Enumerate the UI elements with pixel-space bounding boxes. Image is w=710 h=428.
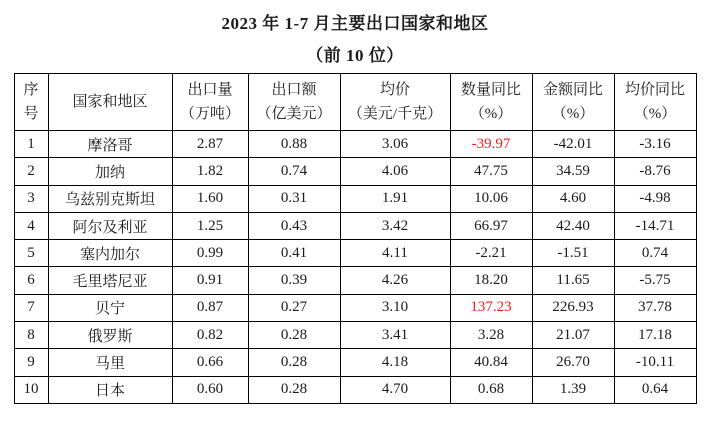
cell-country: 马里 (48, 349, 172, 376)
cell-export-volume: 0.82 (172, 322, 248, 349)
cell-rank: 3 (14, 185, 48, 212)
cell-value-yoy: 26.70 (532, 349, 614, 376)
cell-price-yoy: -8.76 (614, 158, 696, 185)
cell-avg-price: 3.10 (340, 294, 450, 321)
cell-export-volume: 2.87 (172, 131, 248, 158)
table-row (14, 131, 696, 158)
cell-rank: 5 (14, 240, 48, 267)
cell-avg-price: 4.26 (340, 267, 450, 294)
cell-country: 日本 (48, 376, 172, 403)
cell-qty-yoy: 18.20 (450, 267, 532, 294)
cell-rank: 7 (14, 294, 48, 321)
cell-export-value: 0.43 (248, 212, 340, 239)
cell-export-value: 0.41 (248, 240, 340, 267)
table-row (14, 376, 696, 403)
cell-value-yoy: 21.07 (532, 322, 614, 349)
col-header-qty-yoy: 数量同比 （%） (450, 74, 532, 131)
table-row (14, 267, 696, 294)
cell-avg-price: 1.91 (340, 185, 450, 212)
cell-export-value: 0.27 (248, 294, 340, 321)
cell-export-volume: 1.82 (172, 158, 248, 185)
cell-qty-yoy: 137.23 (450, 294, 532, 321)
cell-value-yoy: -42.01 (532, 131, 614, 158)
cell-price-yoy: 0.74 (614, 240, 696, 267)
table-row (14, 158, 696, 185)
cell-export-value: 0.74 (248, 158, 340, 185)
table-row (14, 185, 696, 212)
col-header-export-value: 出口额 （亿美元） (248, 74, 340, 131)
cell-export-value: 0.88 (248, 131, 340, 158)
cell-qty-yoy: 10.06 (450, 185, 532, 212)
cell-export-value: 0.28 (248, 376, 340, 403)
cell-price-yoy: -5.75 (614, 267, 696, 294)
cell-country: 阿尔及利亚 (48, 212, 172, 239)
col-header-price-yoy: 均价同比 （%） (614, 74, 696, 131)
col-header-rank: 序 号 (14, 74, 48, 131)
cell-avg-price: 3.42 (340, 212, 450, 239)
page-subtitle: （前 10 位） (306, 46, 404, 65)
cell-export-value: 0.39 (248, 267, 340, 294)
cell-avg-price: 4.18 (340, 349, 450, 376)
cell-qty-yoy: 3.28 (450, 322, 532, 349)
cell-price-yoy: 0.64 (614, 376, 696, 403)
cell-avg-price: 4.70 (340, 376, 450, 403)
cell-country: 摩洛哥 (48, 131, 172, 158)
cell-value-yoy: 34.59 (532, 158, 614, 185)
page-title: 2023 年 1-7 月主要出口国家和地区 (221, 14, 489, 33)
cell-price-yoy: -4.98 (614, 185, 696, 212)
col-header-country: 国家和地区 (48, 74, 172, 131)
cell-qty-yoy: 47.75 (450, 158, 532, 185)
cell-avg-price: 4.06 (340, 158, 450, 185)
cell-rank: 6 (14, 267, 48, 294)
cell-value-yoy: 226.93 (532, 294, 614, 321)
cell-value-yoy: 11.65 (532, 267, 614, 294)
cell-avg-price: 4.11 (340, 240, 450, 267)
cell-export-volume: 0.91 (172, 267, 248, 294)
table-row (14, 212, 696, 239)
table-row (14, 322, 696, 349)
cell-price-yoy: -14.71 (614, 212, 696, 239)
cell-rank: 1 (14, 131, 48, 158)
cell-country: 乌兹别克斯坦 (48, 185, 172, 212)
col-header-value-yoy: 金额同比 （%） (532, 74, 614, 131)
cell-avg-price: 3.06 (340, 131, 450, 158)
export-countries-table (14, 73, 697, 404)
cell-export-volume: 0.99 (172, 240, 248, 267)
table-row (14, 240, 696, 267)
cell-price-yoy: 37.78 (614, 294, 696, 321)
cell-country: 贝宁 (48, 294, 172, 321)
cell-rank: 10 (14, 376, 48, 403)
cell-value-yoy: 1.39 (532, 376, 614, 403)
cell-export-volume: 1.25 (172, 212, 248, 239)
cell-avg-price: 3.41 (340, 322, 450, 349)
table-row (14, 294, 696, 321)
cell-qty-yoy: 66.97 (450, 212, 532, 239)
header-row (14, 74, 696, 131)
col-header-export-volume: 出口量 （万吨） (172, 74, 248, 131)
cell-export-value: 0.31 (248, 185, 340, 212)
cell-rank: 4 (14, 212, 48, 239)
cell-rank: 2 (14, 158, 48, 185)
table-row (14, 349, 696, 376)
cell-rank: 8 (14, 322, 48, 349)
cell-value-yoy: 42.40 (532, 212, 614, 239)
cell-price-yoy: -3.16 (614, 131, 696, 158)
cell-export-value: 0.28 (248, 322, 340, 349)
cell-qty-yoy: 40.84 (450, 349, 532, 376)
cell-country: 塞内加尔 (48, 240, 172, 267)
cell-export-value: 0.28 (248, 349, 340, 376)
cell-rank: 9 (14, 349, 48, 376)
cell-export-volume: 0.87 (172, 294, 248, 321)
cell-qty-yoy: -39.97 (450, 131, 532, 158)
cell-export-volume: 1.60 (172, 185, 248, 212)
cell-export-volume: 0.60 (172, 376, 248, 403)
cell-country: 毛里塔尼亚 (48, 267, 172, 294)
cell-price-yoy: 17.18 (614, 322, 696, 349)
cell-qty-yoy: -2.21 (450, 240, 532, 267)
cell-price-yoy: -10.11 (614, 349, 696, 376)
cell-value-yoy: 4.60 (532, 185, 614, 212)
cell-country: 俄罗斯 (48, 322, 172, 349)
cell-qty-yoy: 0.68 (450, 376, 532, 403)
cell-export-volume: 0.66 (172, 349, 248, 376)
cell-value-yoy: -1.51 (532, 240, 614, 267)
col-header-avg-price: 均价 （美元/千克） (340, 74, 450, 131)
cell-country: 加纳 (48, 158, 172, 185)
